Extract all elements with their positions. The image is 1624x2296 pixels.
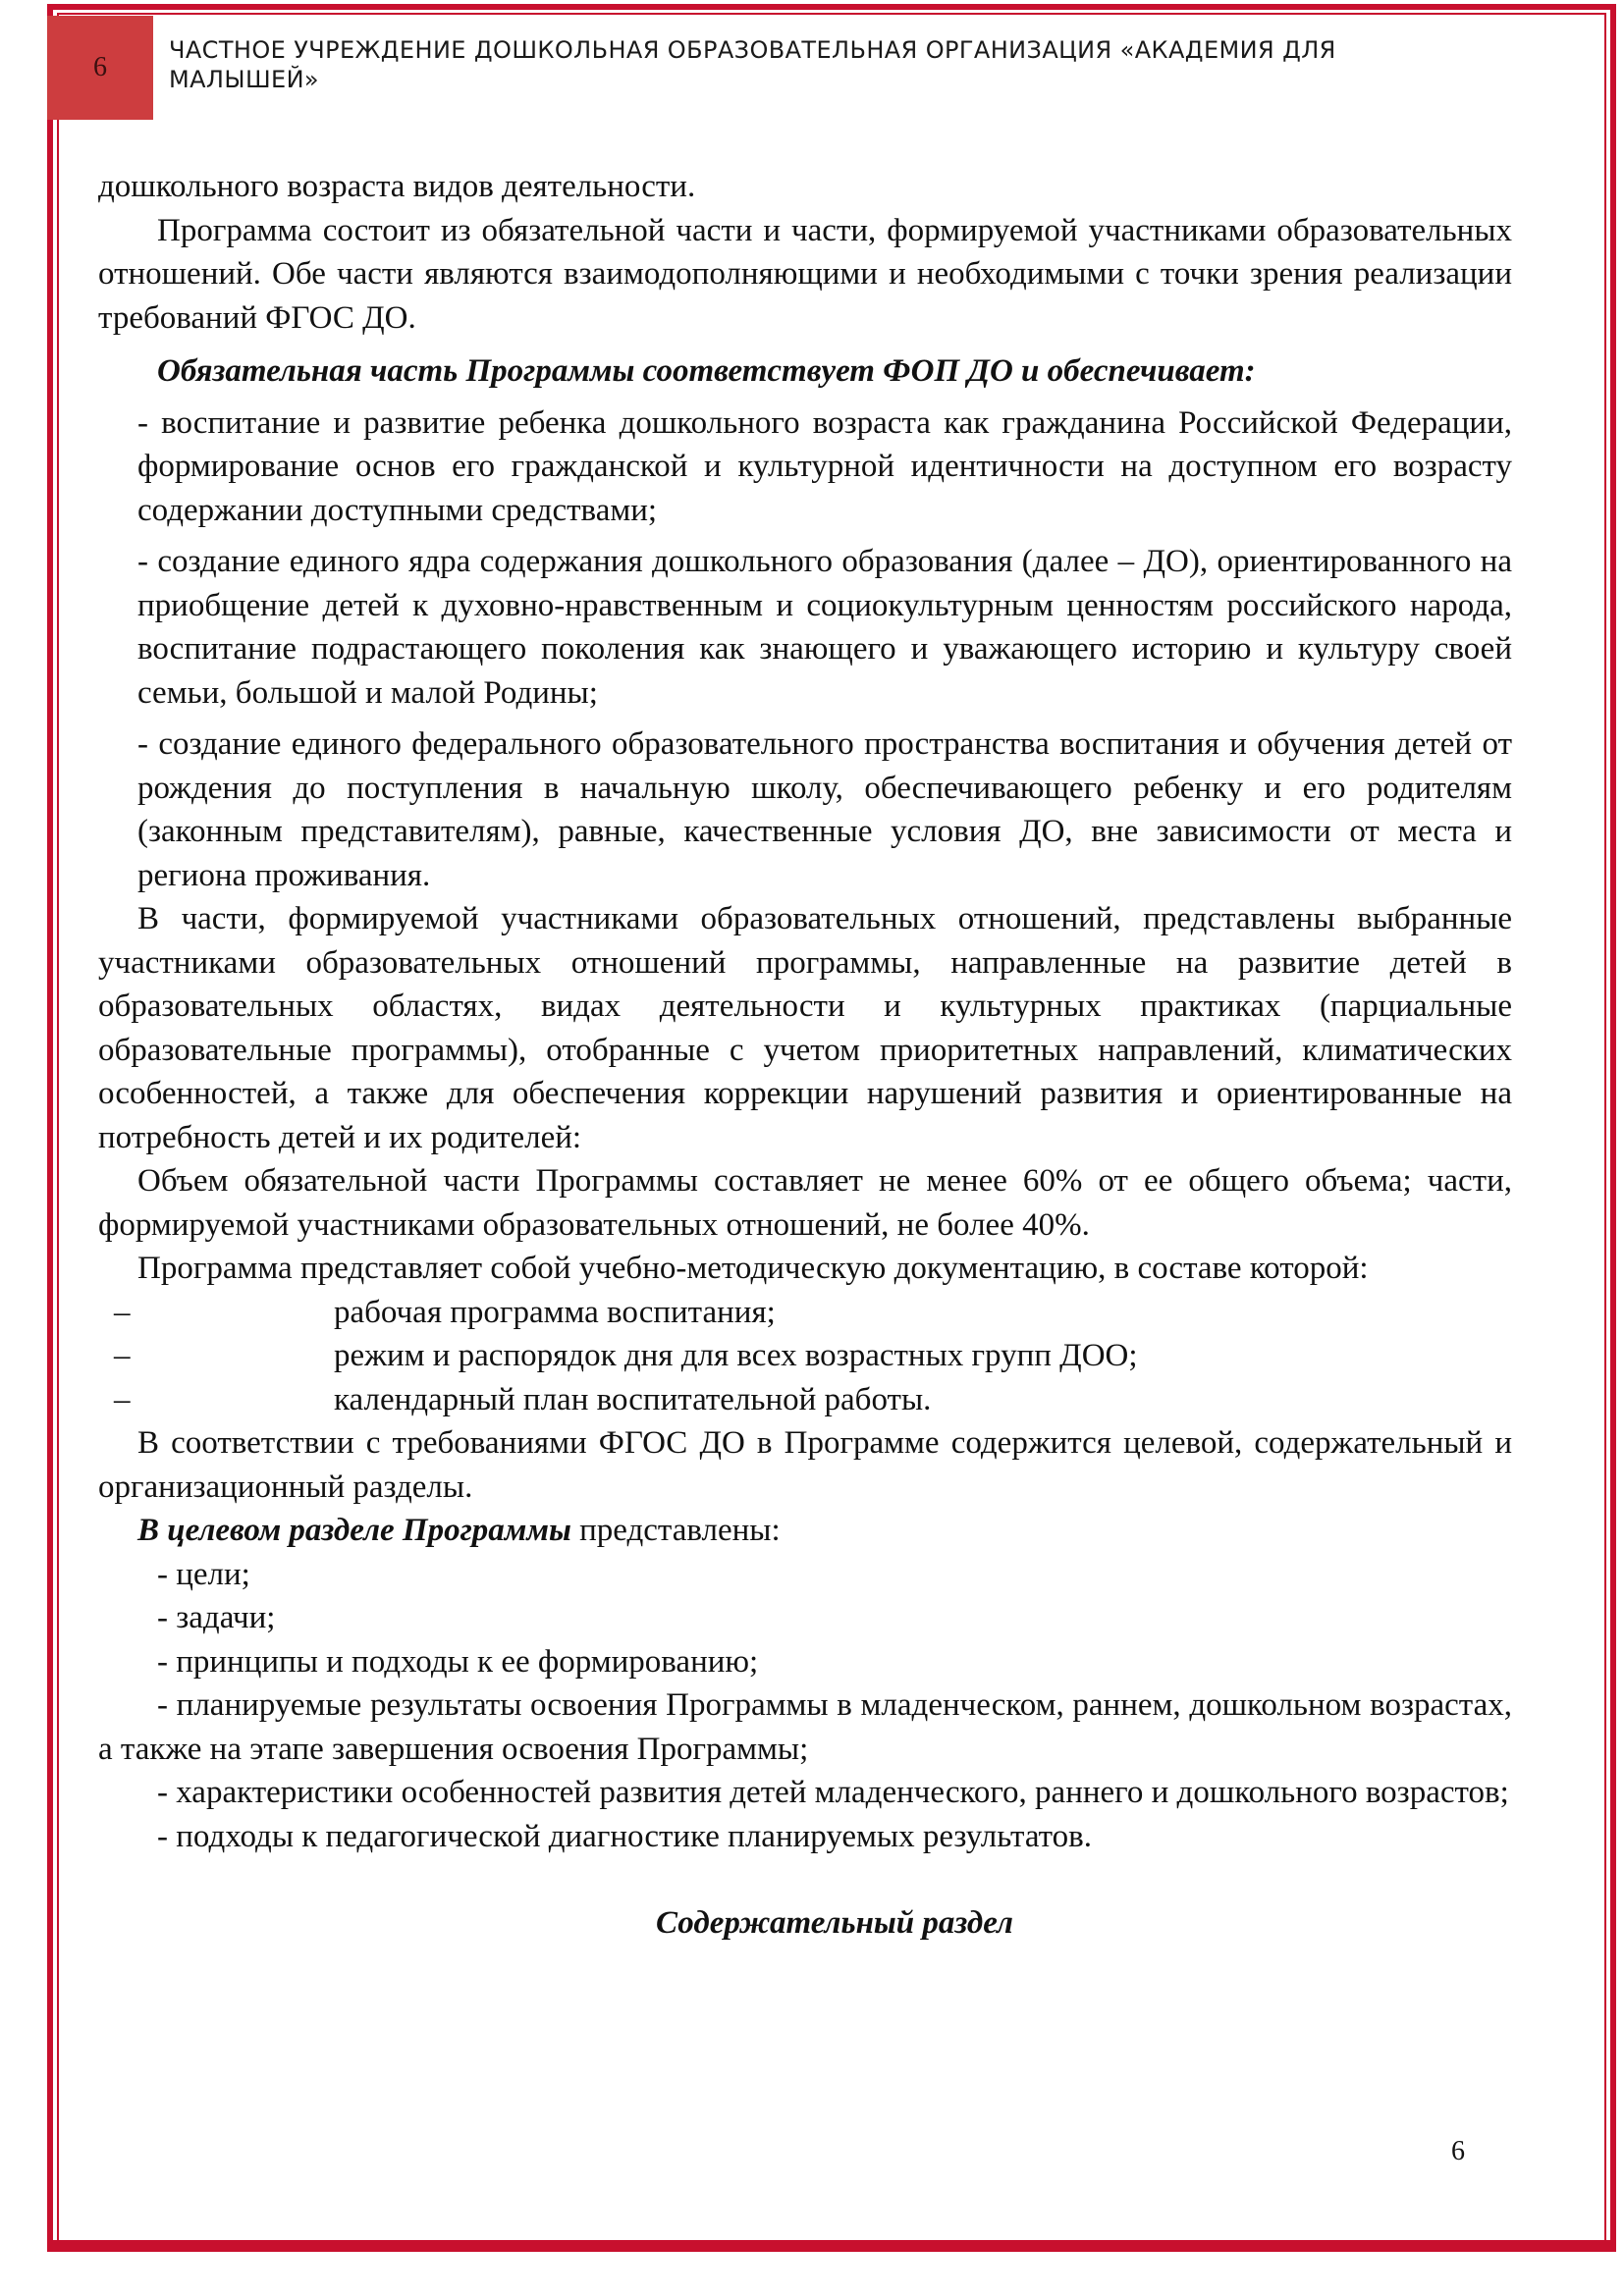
page-frame-bottom-bar xyxy=(47,2240,1616,2252)
footer-page-number: 6 xyxy=(1451,2136,1465,2166)
dash-marker: – xyxy=(114,1294,131,1330)
list-item: - создание единого федерального образовательного пространства воспитания и обучения детей от рождения до поступления в начальную школу, обеспечивающего ребенку и его родителям (законным представителям), равные, качественные условия ДО, вне зависимости от места и региона проживания. xyxy=(137,726,1512,893)
list-item-text: календарный план воспитательной работы. xyxy=(334,1381,932,1417)
target-section-lead-rest: представлены: xyxy=(570,1513,781,1548)
dash-marker: – xyxy=(114,1381,131,1417)
paragraph-documentation: Программа представляет собой учебно-методическую документацию, в составе которой: xyxy=(137,1251,1369,1286)
list-item-text: рабочая программа воспитания; xyxy=(334,1294,776,1330)
list-item-text: режим и распорядок дня для всех возрастных групп ДОО; xyxy=(334,1338,1138,1373)
paragraph-program-structure: Программа состоит из обязательной части и части, формируемой участниками образовательных отношений. Обе части являются взаимодополняющими и необходимыми с точки зрения реализации требований ФГОС ДО. xyxy=(98,212,1512,336)
document-body xyxy=(98,165,1512,1946)
list-item: - подходы к педагогической диагностике планируемых результатов. xyxy=(157,1818,1092,1854)
documentation-list xyxy=(98,1291,1512,1422)
list-item xyxy=(98,1378,1512,1422)
list-item: - задачи; xyxy=(157,1600,276,1635)
list-item: - характеристики особенностей развития детей младенческого, раннего и дошкольного возрастов; xyxy=(157,1775,1509,1810)
header-page-tab: 6 xyxy=(47,16,153,120)
paragraph-sections: В соответствии с требованиями ФГОС ДО в Программе содержится целевой, содержательный и организационный разделы. xyxy=(98,1425,1512,1505)
paragraph-formed-part: В части, формируемой участниками образовательных отношений, представлены выбранные участниками образовательных отношений программы, направленные на развитие детей в образовательных областях, видах деятельности и культурных практиках (парциальные образовательные программы), отобранные с учетом приоритетных направлений, климатических особенностей, а также для обеспечения коррекции нарушений развития и ориентированные на потребность детей и их родителей: xyxy=(98,901,1512,1155)
paragraph-volume: Объем обязательной части Программы составляет не менее 60% от ее общего объема; части, формируемой участниками образовательных отношений, не более 40%. xyxy=(98,1163,1512,1243)
list-item: - принципы и подходы к ее формированию; xyxy=(157,1643,759,1680)
paragraph-continuation: дошкольного возраста видов деятельности. xyxy=(98,169,696,204)
section-heading: Содержательный раздел xyxy=(656,1905,1013,1941)
target-items-list xyxy=(98,1553,1512,1859)
list-item: - планируемые результаты освоения Программы в младенческом, раннем, дошкольном возрастах, а также на этапе завершения освоения Программы; xyxy=(98,1687,1512,1767)
dash-marker: – xyxy=(114,1338,131,1373)
mandatory-part-heading: Обязательная часть Программы соответствует ФОП ДО и обеспечивает: xyxy=(157,353,1256,389)
target-section-lead xyxy=(98,1509,1512,1553)
mandatory-items-list xyxy=(98,401,1512,898)
list-item: - создание единого ядра содержания дошкольного образования (далее – ДО), ориентированного на приобщение детей к духовно-нравственным и социокультурным ценностям российского народа, воспитание подрастающего поколения как знающего и уважающего историю и культуру своей семьи, большой и малой Родины; xyxy=(137,544,1512,711)
header-title: ЧАСТНОЕ УЧРЕЖДЕНИЕ ДОШКОЛЬНАЯ ОБРАЗОВАТЕЛЬНАЯ ОРГАНИЗАЦИЯ «АКАДЕМИЯ ДЛЯ МАЛЫШЕЙ» xyxy=(169,36,1336,93)
list-item xyxy=(98,1334,1512,1378)
list-item: - воспитание и развитие ребенка дошкольного возраста как гражданина Российской Федерации, формирование основ его гражданской и культурной идентичности на доступном его возрасту содержании доступными средствами; xyxy=(137,404,1512,528)
list-item: - цели; xyxy=(157,1556,250,1592)
target-section-lead-bold: В целевом разделе Программы xyxy=(137,1513,571,1548)
list-item xyxy=(98,1291,1512,1335)
